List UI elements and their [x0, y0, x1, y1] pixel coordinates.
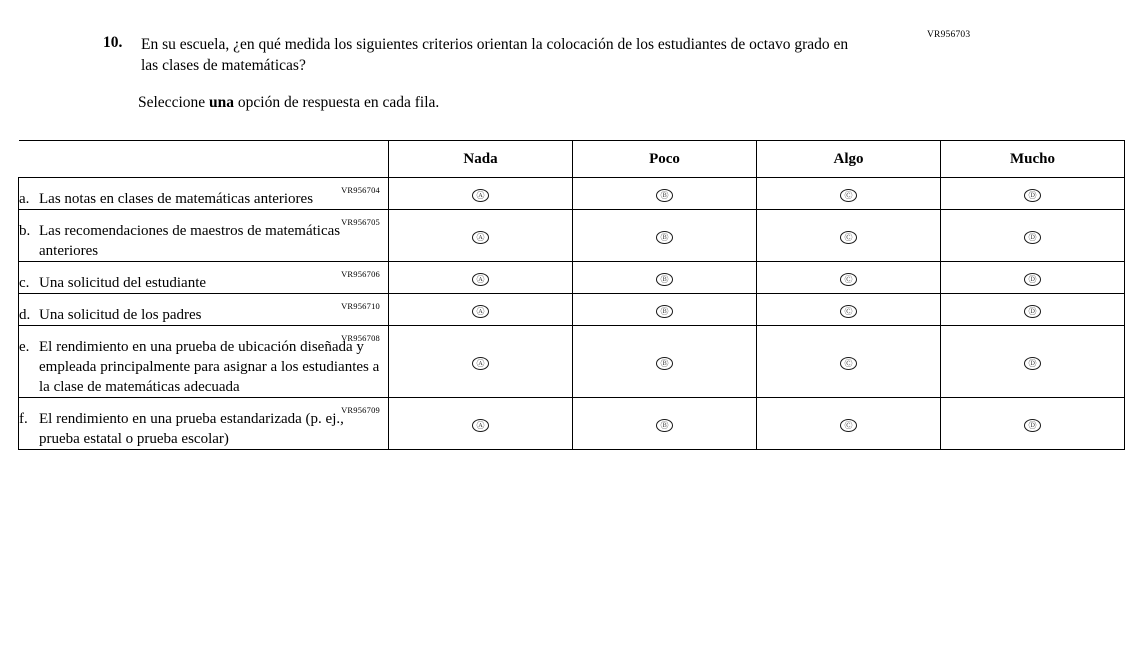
row-label: Una solicitud de los padres [39, 307, 202, 323]
radio-bubble-a[interactable]: Ⓐ [472, 189, 489, 202]
option-b-mucho[interactable] [941, 210, 1125, 262]
matrix-stub-header [19, 141, 389, 178]
radio-bubble-b[interactable]: Ⓑ [656, 419, 673, 432]
radio-bubble-b[interactable]: Ⓑ [656, 305, 673, 318]
table-row [19, 398, 1125, 450]
radio-bubble-c[interactable]: Ⓒ [840, 357, 857, 370]
row-letter: b. [19, 223, 31, 239]
option-c-nada[interactable] [389, 262, 573, 294]
option-f-mucho[interactable] [941, 398, 1125, 450]
option-b-poco[interactable] [573, 210, 757, 262]
radio-bubble-a[interactable]: Ⓐ [472, 419, 489, 432]
row-item-code: VR956706 [341, 269, 380, 279]
row-letter: c. [19, 275, 30, 291]
row-letter: d. [19, 307, 31, 323]
row-letter: e. [19, 339, 30, 355]
column-header-mucho: Mucho [941, 141, 1125, 178]
table-row [19, 294, 1125, 326]
radio-bubble-d[interactable]: Ⓓ [1024, 189, 1041, 202]
row-item-code: VR956709 [341, 405, 380, 415]
option-c-mucho[interactable] [941, 262, 1125, 294]
row-letter: f. [19, 411, 28, 427]
option-f-nada[interactable] [389, 398, 573, 450]
instruction-part-2: opción de respuesta en cada fila. [234, 94, 440, 111]
row-label: Las notas en clases de matemáticas anteriores [39, 191, 314, 207]
question-heading [100, 34, 860, 76]
column-header-poco: Poco [573, 141, 757, 178]
row-item-code: VR956708 [341, 333, 380, 343]
row-stub-c [19, 262, 389, 294]
response-matrix [18, 140, 1125, 450]
column-header-nada: Nada [389, 141, 573, 178]
radio-bubble-c[interactable]: Ⓒ [840, 273, 857, 286]
radio-bubble-b[interactable]: Ⓑ [656, 273, 673, 286]
row-item-code: VR956705 [341, 217, 380, 227]
option-d-poco[interactable] [573, 294, 757, 326]
row-stub-a [19, 178, 389, 210]
option-d-algo[interactable] [757, 294, 941, 326]
radio-bubble-d[interactable]: Ⓓ [1024, 305, 1041, 318]
option-a-mucho[interactable] [941, 178, 1125, 210]
option-a-nada[interactable] [389, 178, 573, 210]
row-label: Una solicitud del estudiante [39, 275, 207, 291]
row-label: Las recomendaciones de maestros de matemáticas anteriores [39, 223, 341, 259]
question-instruction [100, 92, 860, 113]
radio-bubble-d[interactable]: Ⓓ [1024, 231, 1041, 244]
radio-bubble-c[interactable]: Ⓒ [840, 189, 857, 202]
option-f-algo[interactable] [757, 398, 941, 450]
row-item-code: VR956710 [341, 301, 380, 311]
radio-bubble-a[interactable]: Ⓐ [472, 305, 489, 318]
option-c-poco[interactable] [573, 262, 757, 294]
option-c-algo[interactable] [757, 262, 941, 294]
question-text: En su escuela, ¿en qué medida los siguientes criterios orientan la colocación de los estudiantes de octavo grado en las clases de matemáticas? [141, 36, 849, 74]
page-item-code: VR956703 [927, 30, 971, 40]
radio-bubble-c[interactable]: Ⓒ [840, 305, 857, 318]
option-a-algo[interactable] [757, 178, 941, 210]
instruction-emphasis: una [209, 94, 235, 111]
table-row [19, 210, 1125, 262]
row-stub-d [19, 294, 389, 326]
option-d-nada[interactable] [389, 294, 573, 326]
table-row [19, 178, 1125, 210]
option-d-mucho[interactable] [941, 294, 1125, 326]
option-b-nada[interactable] [389, 210, 573, 262]
radio-bubble-a[interactable]: Ⓐ [472, 231, 489, 244]
radio-bubble-c[interactable]: Ⓒ [840, 419, 857, 432]
instruction-part-1: Seleccione [138, 94, 210, 111]
table-row [19, 262, 1125, 294]
radio-bubble-c[interactable]: Ⓒ [840, 231, 857, 244]
row-stub-f [19, 398, 389, 450]
radio-bubble-b[interactable]: Ⓑ [656, 231, 673, 244]
matrix-header-row [19, 141, 1125, 178]
option-f-poco[interactable] [573, 398, 757, 450]
radio-bubble-d[interactable]: Ⓓ [1024, 357, 1041, 370]
row-item-code: VR956704 [341, 185, 380, 195]
option-e-nada[interactable] [389, 326, 573, 398]
radio-bubble-d[interactable]: Ⓓ [1024, 419, 1041, 432]
question-number: 10. [103, 34, 123, 51]
column-header-algo: Algo [757, 141, 941, 178]
option-b-algo[interactable] [757, 210, 941, 262]
option-e-mucho[interactable] [941, 326, 1125, 398]
row-stub-b [19, 210, 389, 262]
row-label: El rendimiento en una prueba de ubicación diseñada y empleada principalmente para asignar a los estudiantes a la clase de matemáticas adecuada [39, 339, 380, 395]
table-row [19, 326, 1125, 398]
radio-bubble-a[interactable]: Ⓐ [472, 273, 489, 286]
radio-bubble-b[interactable]: Ⓑ [656, 357, 673, 370]
radio-bubble-b[interactable]: Ⓑ [656, 189, 673, 202]
option-e-algo[interactable] [757, 326, 941, 398]
question-block [100, 34, 860, 113]
option-a-poco[interactable] [573, 178, 757, 210]
row-label: El rendimiento en una prueba estandarizada (p. ej., prueba estatal o prueba escolar) [39, 411, 344, 447]
radio-bubble-a[interactable]: Ⓐ [472, 357, 489, 370]
row-letter: a. [19, 191, 30, 207]
option-e-poco[interactable] [573, 326, 757, 398]
row-stub-e [19, 326, 389, 398]
radio-bubble-d[interactable]: Ⓓ [1024, 273, 1041, 286]
